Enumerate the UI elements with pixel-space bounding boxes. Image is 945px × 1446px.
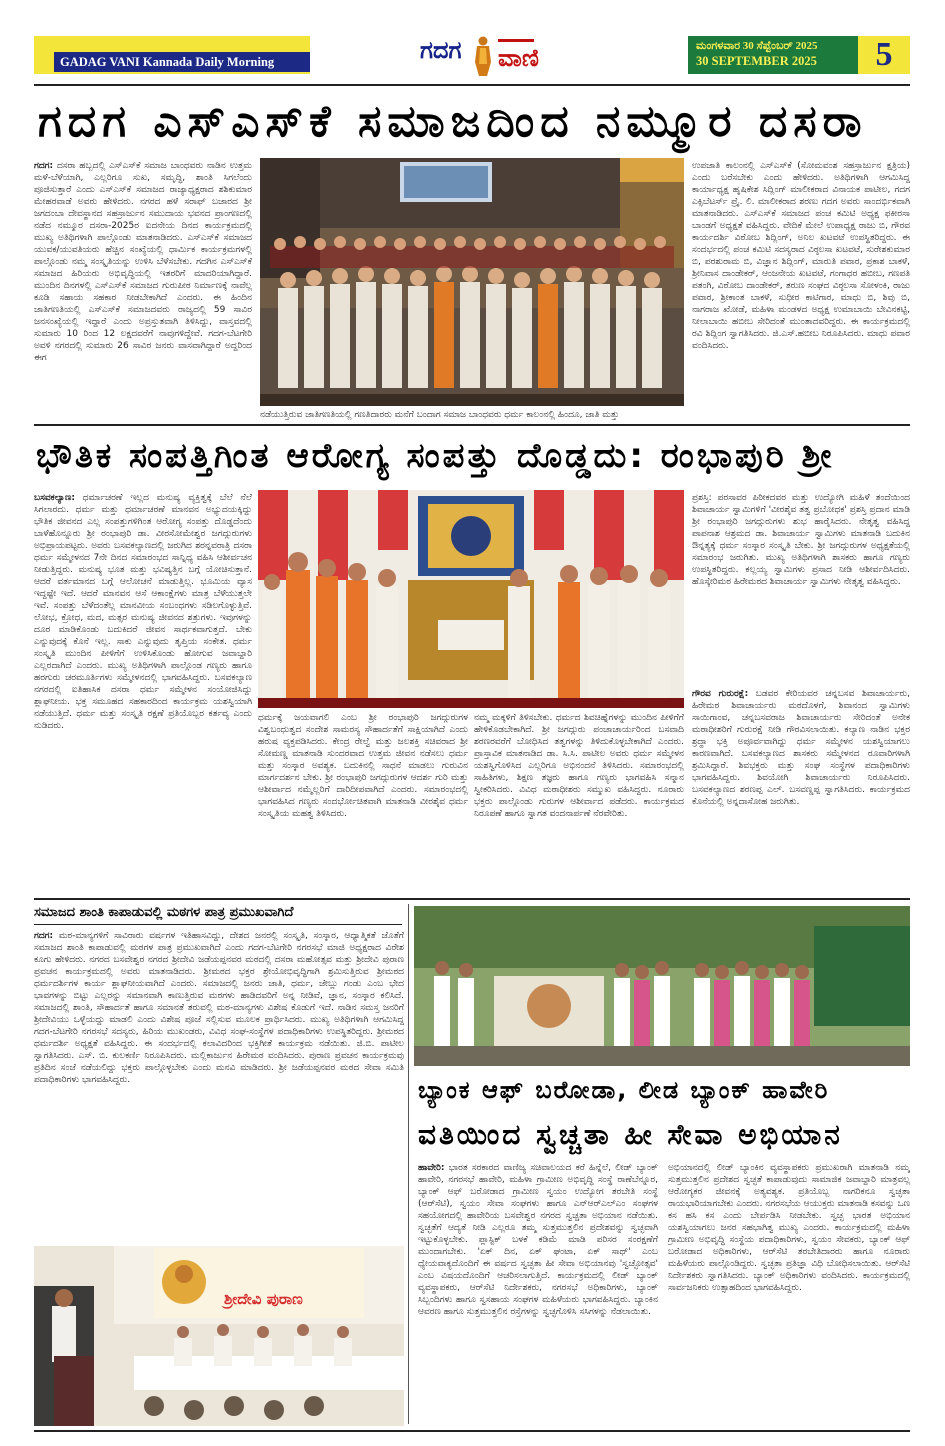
column-divider [408,904,409,1424]
story1-left-text: ದಸರಾ ಹಬ್ಬದಲ್ಲಿ ಎಸ್‌ಎಸ್‌ಕೆ ಸಮಾಜ ಬಾಂಧವರು ನಾಡಿನ ಉತ್ತಮ ಮಳೆ-ಬೆಳೆಯಾಗಿ, ಎಲ್ಲರಿಗೂ ಸುಖ, ಸಮೃದ್ಧಿ, ಶಾಂತಿ ಸಿಗಲೆಂದು ಪೂಜಿಸುತ್ತಾರೆ ಎಂದು ಎಸ್‌ಎಸ್‌ಕೆ ಸಮಾಜದ ರಾಜ್ಯಾಧ್ಯಕ್ಷರಾದ ಶಶಿಕುಮಾರ ಮೇಹರವಾಡೆ ಅವರು ಹೇಳಿದರು. ನಗರದ ಹಳೆ ಸರಾಫ್ ಬಜಾರದ ಶ್ರೀ ಜಗದಂಬಾ ದೇವಸ್ಥಾನದ ಸಹಸ್ರಾರ್ಜುನ ಸಮುದಾಯ ಭವನದ ಪ್ರಾಂಗಣದಲ್ಲಿ ನಡೆದ ನಮ್ಮೂರ ದಸರಾ-2025ರ ಐದನೇಯ ದಿನದ ಕಾರ್ಯಕ್ರಮದಲ್ಲಿ ಮುಖ್ಯ ಅತಿಥಿಗಳಾಗಿ ಪಾಲ್ಗೊಂಡು ಮಾತನಾಡಿದರು. ಎಸ್‌ಎಸ್‌ಕೆ ಸಮಾಜದ ಯುವಕ/ಯುವತಿಯರು ಹೆಚ್ಚಿನ ಸಂಖ್ಯೆಯಲ್ಲಿ ಧಾರ್ಮಿಕ ಕಾರ್ಯಕ್ರಮಗಳಲ್ಲಿ ಪಾಲ್ಗೊಂಡು ನಮ್ಮ ಸಂಸ್ಕೃತಿಯನ್ನು ಉಳಿಸಿ ಬೆಳೆಸಬೇಕು. ಗದಗಿನ ಎಸ್‌ಎಸ್‌ಕೆ ಸಮಾಜದ ಹಿರಿಯರು ಅಭಿವೃದ್ಧಿಯಲ್ಲಿ ಇತರರಿಗೆ ಮಾದರಿಯಾಗಿದ್ದಾರೆ. ಮುಂದಿನ ದಿನಗಳಲ್ಲಿ ಎಸ್‌ಎಸ್‌ಕೆ ಸಮಾಜದ ಗುರುಪೀಠ ನಿರ್ಮಾಣಕ್ಕೆ ನಾವೆಲ್ಲ ಕೂಡಿ ಸಹಾಯ ಸಹಕಾರ ನೀಡಬೇಕಾಗಿದೆ ಎಂದರು. ಈ ಹಿಂದಿನ ಜಾತಿಗಣತಿಯಲ್ಲಿ ಎಸ್‌ಎಸ್‌ಕೆ ಸಮಾಜದವರು ರಾಜ್ಯದಲ್ಲಿ 59 ಸಾವಿರ ಜನಸಂಖ್ಯೆಯಲ್ಲಿ ಇದ್ದಾರೆ ಎಂದು ಅಪ್ರಸ್ತುತವಾಗಿ ತಿಳಿಸಿದ್ದು, ವಾಸ್ತವದಲ್ಲಿ ಸುಮಾರು 10 ರಿಂದ 12 ಲಕ್ಷದವರೆಗೆ ನಾವುಗಳಿದ್ದೇವೆ. ಗದಗ-ಬೆಟಗೇರಿ ಅವಳಿ ನಗರದಲ್ಲಿ ಸುಮಾರು 26 ಸಾವಿರ ಜನರು ವಾಸವಾಗಿದ್ದಾರೆ ಅದ್ದರಿಂದ ಈಗ [34,161,252,363]
page-bottom-rule [34,1430,910,1432]
stage-banner-title: ಶ್ರೀದೇವಿ ಪುರಾಣ [224,1290,303,1308]
story2-right-column: ಪ್ರಶಸ್ತಿ: ಪರಸಾವರ ಪಿಠೀಕದವರ ಮತ್ತು ಉದ್ಯೋಗಿ ಮಹಿಳೆ ತಂದೆಯಿಂದ ಶಿವಾಚಾರ್ಯ ಸ್ವಾಮಿಗಳಿಗೆ 'ವೀರಶೈವ ತತ್ವ ಪ್ರಬೋಧಕ' ಪ್ರಶಸ್ತಿ ಪ್ರದಾನ ಮಾಡಿ ಶ್ರೀ ರಂಭಾಪುರಿ ಜಗದ್ಗುರುಗಳು ಶುಭ ಹಾರೈಸಿದರು. ನೇತೃತ್ವ ವಹಿಸಿದ್ದ ಪಾಪನಾಶ ಆಶ್ರಮದ ಡಾ. ಶಿವಾಚಾರ್ಯ ಸ್ವಾಮಿಗಳು ಮಾತನಾಡಿ ಬದುಕಿನ ಔನ್ನತ್ಯಕ್ಕೆ ಧರ್ಮ ಸಂಸ್ಕಾರ ಸಂಸ್ಕೃತಿ ಬೇಕು. ಶ್ರೀ ಜಗದ್ಗುರುಗಳ ಅಧ್ಯಕ್ಷತೆಯಲ್ಲಿ ಸಮಾರಂಭ ಜರುಗಿತು. ಮುಖ್ಯ ಅತಿಥಿಗಳಾಗಿ ಶಾಸಕರು ಹಾಗೂ ಗಣ್ಯರು ಉಪಸ್ಥಿತರಿದ್ದರು. ಕಲ್ಲಯ್ಯ ಸ್ವಾಮಿಗಳು ಪ್ರಸಾದ ನೀಡಿ ಆಶೀರ್ವದಿಸಿದರು. ಹೊಸ್ಕೇರಿಮಠ ಹಿರೇಮಠದ ಶಿವಾಚಾರ್ಯ ಸ್ವಾಮಿಗಳು ನೇತೃತ್ವ ವಹಿಸಿದ್ದರು. [692,493,910,587]
story4-dateline: ಹಾವೇರಿ: [418,1163,445,1173]
story4-left-text: ಭಾರತ ಸರಕಾರದ ವಾಣಿಜ್ಯ ಸಚಿವಾಲಯದ ಕರೆ ಹಿನ್ನೆಲೆ, ಲೀಡ್ ಬ್ಯಾಂಕ್ ಹಾವೇರಿ, ನಗರಸಭೆ ಹಾವೇರಿ, ಮಹಿಳಾ ಗ್ರಾಮೀಣ ಅಭಿವೃದ್ಧಿ ಸಂಸ್ಥೆ ರಾಣೆಬೆನ್ನೂರ, ಬ್ಯಾಂಕ್ ಆಫ್ ಬರೋಡಾದ ಗ್ರಾಮೀಣ ಸ್ವಯಂ ಉದ್ಯೋಗ ತರಬೇತಿ ಸಂಸ್ಥೆ (ಆರ್‌ಸೆಟಿ), ಸ್ವಯಂ ಸೇವಾ ಸಂಘಗಳು ಹಾಗೂ ಎನ್‌ಆರ್‌ಎಲ್‌ಎಂ ಸಂಘಗಳ ಸಹಯೋಗದಲ್ಲಿ ಹಾವೇರಿಯ ಬಸವೇಶ್ವರ ನಗರದ ಸ್ವಚ್ಚತಾ ಅಭಿಯಾನ ನಡೆಯಿತು. ಸ್ವಚ್ಛತೆಗೆ ಆದ್ಯತೆ ನೀಡಿ ಎಲ್ಲರೂ ತಮ್ಮ ಸುತ್ತಮುತ್ತಲಿನ ಪ್ರದೇಶವನ್ನು ಸ್ವಚ್ಛವಾಗಿ ಇಟ್ಟುಕೊಳ್ಳಬೇಕು. ಪ್ಲಾಸ್ಟಿಕ್ ಬಳಕೆ ಕಡಿಮೆ ಮಾಡಿ ಪರಿಸರ ಸಂರಕ್ಷಣೆಗೆ ಮುಂದಾಗಬೇಕು. 'ಏಕ್ ದಿನ, ಏಕ್ ಘಂಟಾ, ಏಕ್ ಸಾಥ್' ಎಂಬ ಧ್ಯೇಯವಾಕ್ಯದೊಂದಿಗೆ ಈ ವರ್ಷದ ಸ್ವಚ್ಛತಾ ಹೀ ಸೇವಾ ಅಭಿಯಾನವು 'ಸ್ವಚ್ಛೋತ್ಸವ' ಎಂಬ ವಿಷಯದೊಂದಿಗೆ ಆಚರಿಸಲಾಗುತ್ತಿದೆ. ಕಾರ್ಯಕ್ರಮದಲ್ಲಿ ಲೀಡ್ ಬ್ಯಾಂಕ್ ವ್ಯವಸ್ಥಾಪಕರು, ಆರ್‌ಸೆಟಿ ನಿರ್ದೇಶಕರು, ನಗರಸಭೆ ಅಧಿಕಾರಿಗಳು, ಬ್ಯಾಂಕ್ ಸಿಬ್ಬಂದಿಗಳು ಹಾಗೂ ಸ್ವಸಹಾಯ ಸಂಘಗಳ ಮಹಿಳೆಯರು ಭಾಗವಹಿಸಿದ್ದರು. ಬ್ಯಾಂಕಿನ ಆವರಣ ಹಾಗೂ ಸುತ್ತಮುತ್ತಲಿನ ರಸ್ತೆಗಳನ್ನು ಸ್ವಚ್ಛಗೊಳಿಸಿ ಸಸಿಗಳನ್ನು ನೆಡಲಾಯಿತು. [418,1163,658,1317]
story1-right-column: ಉಪಜಾತಿ ಕಾಲಂನಲ್ಲಿ ಎಸ್‌ಎಸ್‌ಕೆ (ಸೋಮವಂಶ ಸಹಸ್ರಾರ್ಜುನ ಕ್ಷತ್ರಿಯ) ಎಂದು ಬರೆಸಬೇಕು ಎಂದು ಹೇಳಿದರು. ಅತಿಥಿಗಳಾಗಿ ಆಗಮಿಸಿದ್ದ ಕಾರ್ಯಾಧ್ಯಕ್ಷ ಹೃಷಿಕೇಶ ಸಿದ್ಲಿಂಗ್ ಮಾಲೀಕರಾದ ವಿನಾಯಕ ಪಾಟೀಲ, ಗದಗ ಎಕ್ಸಿಬೆಟರ್ಸ್ ಪ್ರೈ. ಲಿ. ಮಾಲೀಕರಾದ ಶರಣು ಗದಗ ಅವರು ಸಾಂದರ್ಭಿಕವಾಗಿ ಮಾತನಾಡಿದರು. ಎಸ್‌ಎಸ್‌ಕೆ ಸಮಾಜದ ಪಂಚ ಕಮಿಟಿ ಅಧ್ಯಕ್ಷ ಫಕೀರಸಾ ಬಾಂಡಗೆ ಅಧ್ಯಕ್ಷತೆ ವಹಿಸಿದ್ದರು. ವೇದಿಕೆ ಮೇಲೆ ಉಪಾಧ್ಯಕ್ಷ ರಾಜು ಬಿ, ಗೌರವ ಕಾರ್ಯದರ್ಶಿ ವಿಠೋಬ ಶಿದ್ಲಿಂಗ್, ಅನಿಲ ಖಟವಟೆ ಉಪಸ್ಥಿತರಿದ್ದರು. ಈ ಸಂದರ್ಭದಲ್ಲಿ ಪಂಚ ಕಮಿಟಿ ಸದಸ್ಯರಾದ ವಿಠ್ಠಲಸಾ ಖಟವಟೆ, ಸುರೇಶಕುಮಾರ ಬಿ, ಪರಶುರಾಮ ಬಿ, ವಿಜ್ಞಾನ ಶಿದ್ಲಿಂಗ್, ಮಾರುತಿ ಪವಾರ, ಪ್ರಕಾಶ ಬಾಕಳೆ, ಶ್ರೀನಿವಾಸ ದಾಂಡೇಕರ್, ಆಂಜನೇಯ ಖಟವಟೆ, ಗಂಗಾಧರ ಹಬೀಬ, ಗಣಪತಿ ಪತಂಗಿ, ವಿಠೋಬ ದಾಂಡೇಕರ್, ತರುಣ ಸಂಘದ ವಿಠ್ಠಲಸಾ ಸೋಳಂಕಿ, ರಾಜು ಪವಾರ, ಶ್ರೀಕಾಂತ ಬಾಕಳೆ, ಸುಧೀರ ಕಾಟಿಗಾರ, ಮಾಧು ಬಿ, ಶಿವು ಬಿ, ನಾಗರಾಜ ಖೋಡೆ, ಮಹಿಳಾ ಮಂಡಳದ ಅಧ್ಯಕ್ಷ ಉಮಾಬಾಯಿ ಬೇವಿನಕಟ್ಟಿ, ನೀಲಾಬಾಯಿ ಹಬೀಬ ಸೇರಿದಂತೆ ಮುಂತಾದವರಿದ್ದರು. ಈ ಕಾರ್ಯಕ್ರಮದಲ್ಲಿ ರವಿ ಶಿದ್ಲಿಂಗ ಸ್ವಾಗತಿಸಿದರು. ಜಿ.ಎಸ್.ಹಬೀಬ ನಿರೂಪಿಸಿದರು. ಮಾಧು ಪವಾರ ವಂದಿಸಿದರು. [692,161,910,351]
date-kannada: ಮಂಗಳವಾರ 30 ಸೆಪ್ಟೆಂಬರ್ 2025 [696,40,818,52]
story1-dateline: ಗದಗ: [34,161,54,171]
story2-middle-column: ನಮ್ಮ ಮಕ್ಕಳಿಗೆ ತಿಳಿಸಬೇಕು. ಧರ್ಮದ ಶಿವಚಿಹ್ನೆಗಳನ್ನು ಮುಂದಿನ ಪೀಳಿಗೆಗೆ ಹೇಳಿಕೊಡಬೇಕಾಗಿದೆ. ಶ್ರೀ ಜಗದ್ಗುರು ಪಂಚಾಚಾರ್ಯರಿಂದ ಬಸವಾದಿ ಶರಣರವರೆಗೆ ಬೋಧಿಸಿದ ತತ್ವಗಳನ್ನು ತಿಳಿದುಕೊಳ್ಳಬೇಕಾಗಿದೆ ಎಂದರು. ಪ್ರಾಸ್ತಾವಿಕ ಮಾತನಾಡಿದ ಡಾ. ಸಿ.ಸಿ. ಪಾಟೀಲ ಅವರು ಧರ್ಮ ಸಮ್ಮೇಳನ ಯಶಸ್ವಿಗೊಳಿಸಿದ ಎಲ್ಲರಿಗೂ ಅಭಿನಂದನೆ ತಿಳಿಸಿದರು. ಸಮಾರಂಭದಲ್ಲಿ ಸಾಹಿತಿಗಳು, ಶಿಕ್ಷಣ ತಜ್ಞರು ಹಾಗೂ ಗಣ್ಯರು ಭಾಗವಹಿಸಿ ಸನ್ಮಾನ ಸ್ವೀಕರಿಸಿದರು. ವಿವಿಧ ಮಠಾಧೀಶರು ಸಮ್ಮುಖ ವಹಿಸಿದ್ದರು. ನೂರಾರು ಭಕ್ತರು ಪಾಲ್ಗೊಂಡು ಗುರುಗಳ ಆಶೀರ್ವಾದ ಪಡೆದರು. ಕಾರ್ಯಕ್ರಮದ ನಿರೂಪಣೆ ಹಾಗೂ ಸ್ವಾಗತ ವಂದನಾರ್ಪಣೆ ನೆರವೇರಿತು. [474,713,684,819]
masthead-divider [34,84,910,86]
story4-cleanliness-photo [414,906,910,1066]
story2-right-column-2 [692,688,910,890]
masthead-english-title: GADAG VANI Kannada Daily Morning [60,55,275,69]
story2-ceremony-photo [258,490,684,708]
newspaper-logo [418,34,556,78]
story2-left-column [34,492,252,890]
story1-divider [34,424,910,426]
story4-left-column [418,1162,658,1424]
story2-divider [34,898,910,900]
story2-dateline: ಬಸವಕಲ್ಯಾಣ: [34,493,75,503]
story4-headline-line2: ವತಿಯಿಂದ ಸ್ವಚ್ಚತಾ ಹೀ ಸೇವಾ ಅಭಿಯಾನ [418,1118,843,1151]
masthead-date-banner [688,36,910,74]
date-english: 30 SEPTEMBER 2025 [696,54,817,68]
story2-right-subhead: ಗೌರವ ಗುರುರಕ್ಷೆ: [692,689,749,699]
logo-tagline-bar [498,39,534,42]
story1-headline: ಗದಗ ಎಸ್‌ಎಸ್‌ಕೆ ಸಮಾಜದಿಂದ ನಮ್ಮೂರ ದಸರಾ [38,96,868,147]
story3-column [34,930,404,1238]
story2-right-text2: ಬಡವರ ಕೇರಿಯವರ ಚನ್ನಬಸವ ಶಿವಾಚಾರ್ಯರು, ಹಿರೇಮಠ ಶಿವಾಚಾರ್ಯರು ಮಠದೊಳಗೆ, ಶಿವಾನಂದ ಸ್ವಾಮಿಗಳು ಸಾಯಿಗಾಂವ, ಚನ್ನಬಸವರಾಜ ಶಿವಾಚಾರ್ಯರು ಸೇರಿದಂತೆ ಅನೇಕ ಮಠಾಧೀಶರಿಗೆ ಗುರುರಕ್ಷೆ ನೀಡಿ ಗೌರವಿಸಲಾಯಿತು. ಕಲ್ಯಾಣ ನಾಡಿನ ಭಕ್ತರ ಶ್ರದ್ಧಾ ಭಕ್ತಿ ಅಪೂರ್ವವಾಗಿದ್ದು ಧರ್ಮ ಸಮ್ಮೇಳನ ಯಶಸ್ವಿಯಾಗಲು ಕಾರಣವಾಗಿದೆ. ಬಸವಕಲ್ಯಾಣದ ಶಾಸಕರು ಸಮ್ಮೇಳನದ ರೂವಾರಿಗಳಾಗಿ ಶ್ರಮಿಸಿದ್ದಾರೆ. ಶಿವಭಕ್ತರು ಮತ್ತು ಸಂಘ ಸಂಸ್ಥೆಗಳ ಪದಾಧಿಕಾರಿಗಳು ಭಾಗವಹಿಸಿದ್ದರು. ಶಿವಯೋಗಿ ಶಿವಾಚಾರ್ಯರು ನಿರೂಪಿಸಿದರು. ಬಸವಕಲ್ಯಾಣದ ಶರಣಪ್ಪ ಎಲ್. ಬಸವಣ್ಣಪ್ಪ ಸ್ವಾಗತಿಸಿದರು. ಕಾರ್ಯಕ್ರಮದ ಕೊನೆಯಲ್ಲಿ ಅನ್ನದಾಸೋಹ ಜರುಗಿತು. [692,689,910,807]
story1-photo-caption: ನಡೆಯುತ್ತಿರುವ ಜಾತಿಗಣತಿಯಲ್ಲಿ ಗಣತಿದಾರರು ಮನೆಗೆ ಬಂದಾಗ ಸಮಾಜ ಬಾಂಧವರು ಧರ್ಮ ಕಾಲಂನಲ್ಲಿ ಹಿಂದೂ, ಜಾತಿ ಮತ್ತು [260,410,620,420]
logo-left-word: ಗದಗ [420,36,462,64]
story2-photo-caption-column: ಧರ್ಮಕ್ಕೆ ಜಯವಾಗಲಿ ಎಂಬ ಶ್ರೀ ರಂಭಾಪುರಿ ಜಗದ್ಗುರುಗಳ ವಿಶ್ವಬಂಧುತ್ವದ ಸಂದೇಶ ಸಾಮರಸ್ಯ ಸೌಹಾರ್ದತೆಗೆ ಸಾಕ್ಷಿಯಾಗಿದೆ ಎಂದು ಹರುಷ ವ್ಯಕ್ತಪಡಿಸಿದರು. ಕೇಂದ್ರ ರೇಲ್ವೆ ಮತ್ತು ಜಲಶಕ್ತಿ ಸಚಿವರಾದ ಶ್ರೀ ಸೋಮಣ್ಣ ಮಾತನಾಡಿ ಸುಂದರವಾದ ಉತ್ತಮ ಜೀವನ ನಡೆಸಲು ಧರ್ಮ ಮತ್ತು ಸಂಸ್ಕಾರ ಅವಶ್ಯಕ. ಬದುಕಿನಲ್ಲಿ ಸಾಧನೆ ಮಾಡಲು ಗುರುವಿನ ಮಾರ್ಗದರ್ಶನ ಬೇಕು. ಶ್ರೀ ರಂಭಾಪುರಿ ಜಗದ್ಗುರುಗಳ ಆದರ್ಶ ಗುರಿ ಮತ್ತು ಆಶೀರ್ವಾದ ನಮ್ಮೆಲ್ಲರಿಗೆ ದಾರಿದೀಪವಾಗಿದೆ ಎಂದರು. ಸಮಾರಂಭದಲ್ಲಿ ಭಾಗವಹಿಸಿದ ಗಣ್ಯರು ಸಂದರ್ಭೋಚಿತವಾಗಿ ಮಾತನಾಡಿ ವೀರಶೈವ ಧರ್ಮ ಸಂಸ್ಕೃತಿಯ ಮಹತ್ವ ತಿಳಿಸಿದರು. [258,713,468,819]
logo-right-word: ವಾಣಿ [498,44,539,72]
story2-headline: ಭೌತಿಕ ಸಂಪತ್ತಿಗಿಂತ ಆರೋಗ್ಯ ಸಂಪತ್ತು ದೊಡ್ಡದು: ರಂಭಾಪುರಿ ಶ್ರೀ [36,436,835,476]
story3-headline: ಸಮಾಜದ ಶಾಂತಿ ಕಾಪಾಡುವಲ್ಲಿ ಮಠಗಳ ಪಾತ್ರ ಪ್ರಮುಖವಾಗಿದೆ [34,905,294,920]
story3-dateline: ಗದಗ: [34,931,54,941]
story3-text: ಮಠ-ಮಾನ್ಯಗಳಿಗೆ ಸಾವಿರಾರು ವರ್ಷಗಳ ಇತಿಹಾಸವಿದ್ದು, ದೇಶದ ಜನರಲ್ಲಿ ಸಂಸ್ಕೃತಿ, ಸಂಸ್ಕಾರ, ಆಧ್ಯಾತ್ಮಿಕತೆ ಜೊತೆಗೆ ಸಮಾಜದ ಶಾಂತಿ ಕಾಪಾಡುವಲ್ಲಿ ಮಠಗಳ ಪಾತ್ರ ಪ್ರಮುಖವಾಗಿದೆ ಎಂದು ಗದಗ-ಬೆಟಗೇರಿ ನಗರಸಭೆ ಮಾಜಿ ಅಧ್ಯಕ್ಷರಾದ ವಿರೇಶ ಕೂಗು ಹೇಳಿದರು. ನಗರದ ಬಸವೇಶ್ವರ ನಗರದ ಶ್ರೀದೇವಿ ಜಡೆಯಪ್ಪನವರ ಮಠದಲ್ಲಿ ದಸರಾ ಮಹೋತ್ಸವ ಮತ್ತು ಶ್ರೀದೇವಿ ಪುರಾಣ ಪ್ರವಚನ ಕಾರ್ಯಕ್ರಮದಲ್ಲಿ ಅವರು ಮಾತನಾಡಿದರು. ಶ್ರೀಮಠದ ಭಕ್ತರ ಶ್ರೇಯೋಭಿವೃದ್ಧಿಗಾಗಿ ಶ್ರಮಿಸುತ್ತಿರುವ ಶ್ರೀಮಠದ ಧರ್ಮದರ್ಶಿಗಳ ಕಾರ್ಯ ಶ್ಲಾಘನೀಯವಾಗಿದೆ ಎಂದರು. ಸಮಾಜದಲ್ಲಿ ಜನರು ಜಾತಿ, ಧರ್ಮ, ಜೇಬ್ಲು ಗಂಡು ಎಂಬ ಭೇದ ಭಾವಗಳನ್ನು ಬಿಟ್ಟು ಎಲ್ಲರನ್ನು ಸಮಾನವಾಗಿ ಕಾಣುತ್ತಿರುವ ಮಠಗಳು ಹಾಡಿದವರಿಗೆ ಅನ್ನ ನೀಡಿವೆ, ಜ್ಞಾನ, ಸಂಸ್ಕಾರ ಕಲಿಸಿದೆ. ಸಮಾಜದಲ್ಲಿ ಶಾಂತಿ, ಸೌಹಾರ್ದತೆ ಹಾಗೂ ಸಮಾನತೆ ತರುವಲ್ಲಿ ಮಠ-ಮಾನ್ಯಗಳು ವಿಶೇಷ ಕೊಡುಗೆ ಇದೆ. ನಾಡಿನ ಸಮಸ್ತ ಜನರಿಗೆ ಶ್ರೀದೇವಿಯು ಒಳ್ಳೆಯದ್ದು ಮಾಡಲಿ ಎಂದು ವಿಶೇಷ ಪೂಜೆ ಸಲ್ಲಿಸುವ ಮೂಲಕ ಪ್ರಾರ್ಥಿಸಿದರು. ಮುಖ್ಯ ಅತಿಥಿಗಳಾಗಿ ಆಗಮಿಸಿದ್ದ ಗದಗ-ಬೆಟಗೇರಿ ನಗರಸಭೆ ಸದಸ್ಯರು, ಹಿರಿಯ ಮುಖಂಡರು, ವಿವಿಧ ಸಂಘ-ಸಂಸ್ಥೆಗಳ ಪದಾಧಿಕಾರಿಗಳು ಉಪಸ್ಥಿತರಿದ್ದರು. ಶ್ರೀಮಠದ ಧರ್ಮದರ್ಶಿ ಅಧ್ಯಕ್ಷತೆ ವಹಿಸಿದ್ದರು. ಈ ಸಂದರ್ಭದಲ್ಲಿ ಕಲಾವಿದರಿಂದ ಭಕ್ತಿಗೀತೆ ಕಾರ್ಯಕ್ರಮ ನಡೆಯಿತು. ಜಿ.ಬಿ. ಪಾಟೀಲ ಸ್ವಾಗತಿಸಿದರು. ಎಸ್. ಬಿ. ಕುಲಕರ್ಣಿ ನಿರೂಪಿಸಿದರು. ಮಲ್ಲಿಕಾರ್ಜುನ ಹಿರೇಮಠ ವಂದಿಸಿದರು. ಪುರಾಣ ಪ್ರವಚನ ಕಾರ್ಯಕ್ರಮವು ಪ್ರತಿದಿನ ಸಂಜೆ ನಡೆಯಲಿದ್ದು ಭಕ್ತರು ಪಾಲ್ಗೊಳ್ಳಬೇಕು ಎಂದು ಮನವಿ ಮಾಡಿದರು. ಶ್ರೀ ಜಡೆಯಪ್ಪನವರ ಮಠದ ಸೇವಾ ಸಮಿತಿ ಪದಾಧಿಕಾರಿಗಳು ಭಾಗವಹಿಸಿದ್ದರು. [34,931,404,1085]
story4-right-column: ಅಭಿಯಾನದಲ್ಲಿ ಲೀಡ್ ಬ್ಯಾಂಕಿನ ವ್ಯವಸ್ಥಾಪಕರು ಪ್ರಮುಖರಾಗಿ ಮಾತನಾಡಿ ನಮ್ಮ ಸುತ್ತಮುತ್ತಲಿನ ಪ್ರದೇಶದ ಸ್ವಚ್ಛತೆ ಕಾಪಾಡುವುದು ಸಾಮಾಜಿಕ ಜವಾಬ್ದಾರಿ ಮಾತ್ರವಲ್ಲ ಆರೋಗ್ಯಕರ ಜೀವನಕ್ಕೆ ಅತ್ಯವಶ್ಯಕ. ಪ್ರತಿಯೊಬ್ಬ ನಾಗರಿಕನೂ ಸ್ವಚ್ಛತಾ ರಾಯಭಾರಿಯಾಗಬೇಕು ಎಂದರು. ನಗರಸಭೆಯ ಆಯುಕ್ತರು ಮಾತನಾಡಿ ಕಸವನ್ನು ಒಣ ಕಸ ಹಸಿ ಕಸ ಎಂದು ಬೇರ್ಪಡಿಸಿ ನೀಡಬೇಕು. ಸ್ವಚ್ಛ ಭಾರತ ಅಭಿಯಾನ ಯಶಸ್ವಿಯಾಗಲು ಜನರ ಸಹಭಾಗಿತ್ವ ಮುಖ್ಯ ಎಂದರು. ಕಾರ್ಯಕ್ರಮದಲ್ಲಿ ಮಹಿಳಾ ಗ್ರಾಮೀಣ ಅಭಿವೃದ್ಧಿ ಸಂಸ್ಥೆಯ ಪದಾಧಿಕಾರಿಗಳು, ಸ್ವಯಂ ಸೇವಕರು, ಬ್ಯಾಂಕ್ ಆಫ್ ಬರೋಡಾದ ಅಧಿಕಾರಿಗಳು, ಆರ್‌ಸೆಟಿ ತರಬೇತಿದಾರರು ಹಾಗೂ ನೂರಾರು ಮಹಿಳೆಯರು ಪಾಲ್ಗೊಂಡಿದ್ದರು. ಸ್ವಚ್ಛತಾ ಪ್ರತಿಜ್ಞಾ ವಿಧಿ ಬೋಧಿಸಲಾಯಿತು. ಆರ್‌ಸೆಟಿ ನಿರ್ದೇಶಕರು ಸ್ವಾಗತಿಸಿದರು. ಬ್ಯಾಂಕ್ ಅಧಿಕಾರಿಗಳು ವಂದಿಸಿದರು. ಕಾರ್ಯಕ್ರಮದಲ್ಲಿ ಸಾರ್ವಜನಿಕರು ಉತ್ಸಾಹದಿಂದ ಭಾಗವಹಿಸಿದ್ದರು. [668,1163,910,1293]
story1-left-column [34,160,252,408]
story3-stage-photo [34,1246,404,1426]
story1-group-photo [260,158,684,406]
page-number: 5 [875,36,893,73]
story4-headline-line1: ಬ್ಯಾಂಕ ಆಫ್ ಬರೋಡಾ, ಲೀಡ ಬ್ಯಾಂಕ್ ಹಾವೇರಿ [418,1076,830,1104]
story2-left-text: ಧರ್ಮಾಚರಣೆ ಇಲ್ಲದ ಮನುಷ್ಯ ವ್ಯಕ್ತಿತ್ವಕ್ಕೆ ಬೆಲೆ ನೆಲೆ ಸಿಗಲಾರದು. ಧರ್ಮ ಮತ್ತು ಧರ್ಮಾಚರಣೆ ಮಾನವನ ಅಭ್ಯುದಯಕ್ಕಿದ್ದು ಭೌತಿಕ ಜೀವನದ ಎಲ್ಲ ಸಂಪತ್ತುಗಳಿಗಿಂತ ಆರೋಗ್ಯ ಸಂಪತ್ತು ದೊಡ್ಡದೆಂದು ಬಾಳೆಹೊನ್ನೂರು ಶ್ರೀ ರಂಭಾಪುರಿ ಡಾ. ವೀರಸೋಮೇಶ್ವರ ಜಗದ್ಗುರುಗಳು ಅಭಿಪ್ರಾಯಪಟ್ಟರು. ಅವರು ಬಸವಕಲ್ಯಾಣದಲ್ಲಿ ಜರುಗಿದ ಶರನ್ನವರಾತ್ರಿ ದಸರಾ ಧರ್ಮ ಸಮ್ಮೇಳನದ 7ನೇ ದಿನದ ಸಮಾರಂಭದ ಸಾನ್ನಿಧ್ಯ ವಹಿಸಿ ಆಶೀರ್ವಚನ ನೀಡುತ್ತಿದ್ದರು. ಮನುಷ್ಯ ಭೂತ ಮತ್ತು ಭವಿಷ್ಯತ್ತಿನ ಬಗ್ಗೆ ಯೋಚಿಸುತ್ತಾನೆ. ಆದರೆ ವರ್ತಮಾನದ ಬಗ್ಗೆ ಆಲೋಚನೆ ಮಾಡುತ್ತಿಲ್ಲ. ಭೂಮಿಯ ವ್ಯಾಸ ಇದ್ದಷ್ಟೇ ಇದೆ. ಆದರೆ ಮಾನವನ ಆಸೆ ಆಕಾಂಕ್ಷೆಗಳು ಮಾತ್ರ ಬೆಳೆಯುತ್ತಲೇ ಇವೆ. ಸಂಪತ್ತು ಬೆಳೆದಂತೆಲ್ಲ ಮಾನವೀಯ ಸಂಬಂಧಗಳು ಸಡಿಲಗೊಳ್ಳುತ್ತಿವೆ. ಲೋಭ, ಕ್ರೋಧ, ಮದ, ಮತ್ಸರ ಮನುಷ್ಯ ಜೀವನದ ಶತ್ರುಗಳು. ಇವುಗಳನ್ನು ದೂರ ಮಾಡಿಕೊಂಡು ಬದುಕಿದರೆ ಜೀವನ ಸಾರ್ಥಕವಾಗುತ್ತದೆ. ಬೇಕು ಎನ್ನುವುದಕ್ಕೆ ಕೊನೆ ಇಲ್ಲ. ಸಾಕು ಎನ್ನುವುದು ತೃಪ್ತಿಯ ಸಂಕೇತ. ಧರ್ಮ ಸಂಸ್ಕೃತಿ ಮುಂದಿನ ಪೀಳಿಗೆಗೆ ಉಳಿಸಿಕೊಂಡು ಹೋಗುವ ಜವಾಬ್ದಾರಿ ಎಲ್ಲರದಾಗಿದೆ ಎಂದರು. ಮುಖ್ಯ ಅತಿಥಿಗಳಾಗಿ ಪಾಲ್ಗೊಂಡ ಗಣ್ಯರು ಹಾಗೂ ಹರಗುರು ಚರಮೂರ್ತಿಗಳು ಸಮ್ಮೇಳನದಲ್ಲಿ ಭಾಗವಹಿಸಿದ್ದರು. ಬಸವಕಲ್ಯಾಣ ನಗರದಲ್ಲಿ ಐತಿಹಾಸಿಕ ದಸರಾ ಧರ್ಮ ಸಮ್ಮೇಳನ ಸಂಯೋಜಿಸಿದ್ದು ಶ್ಲಾಘನೀಯ. ಭಕ್ತ ಸಮೂಹದ ಸಹಕಾರದಿಂದ ಕಾರ್ಯಕ್ರಮ ಯಶಸ್ವಿಯಾಗಿ ನಡೆಯುತ್ತಿದೆ. ಧರ್ಮ ಮತ್ತು ಸಂಸ್ಕೃತಿ ರಕ್ಷಣೆ ಪ್ರತಿಯೊಬ್ಬರ ಕರ್ತವ್ಯ ಎಂದು ನುಡಿದರು. [34,493,252,731]
masthead-english-banner [34,36,310,74]
date-box [688,36,858,74]
logo-figure-icon [472,34,494,78]
story3-headline-underline [34,924,402,925]
